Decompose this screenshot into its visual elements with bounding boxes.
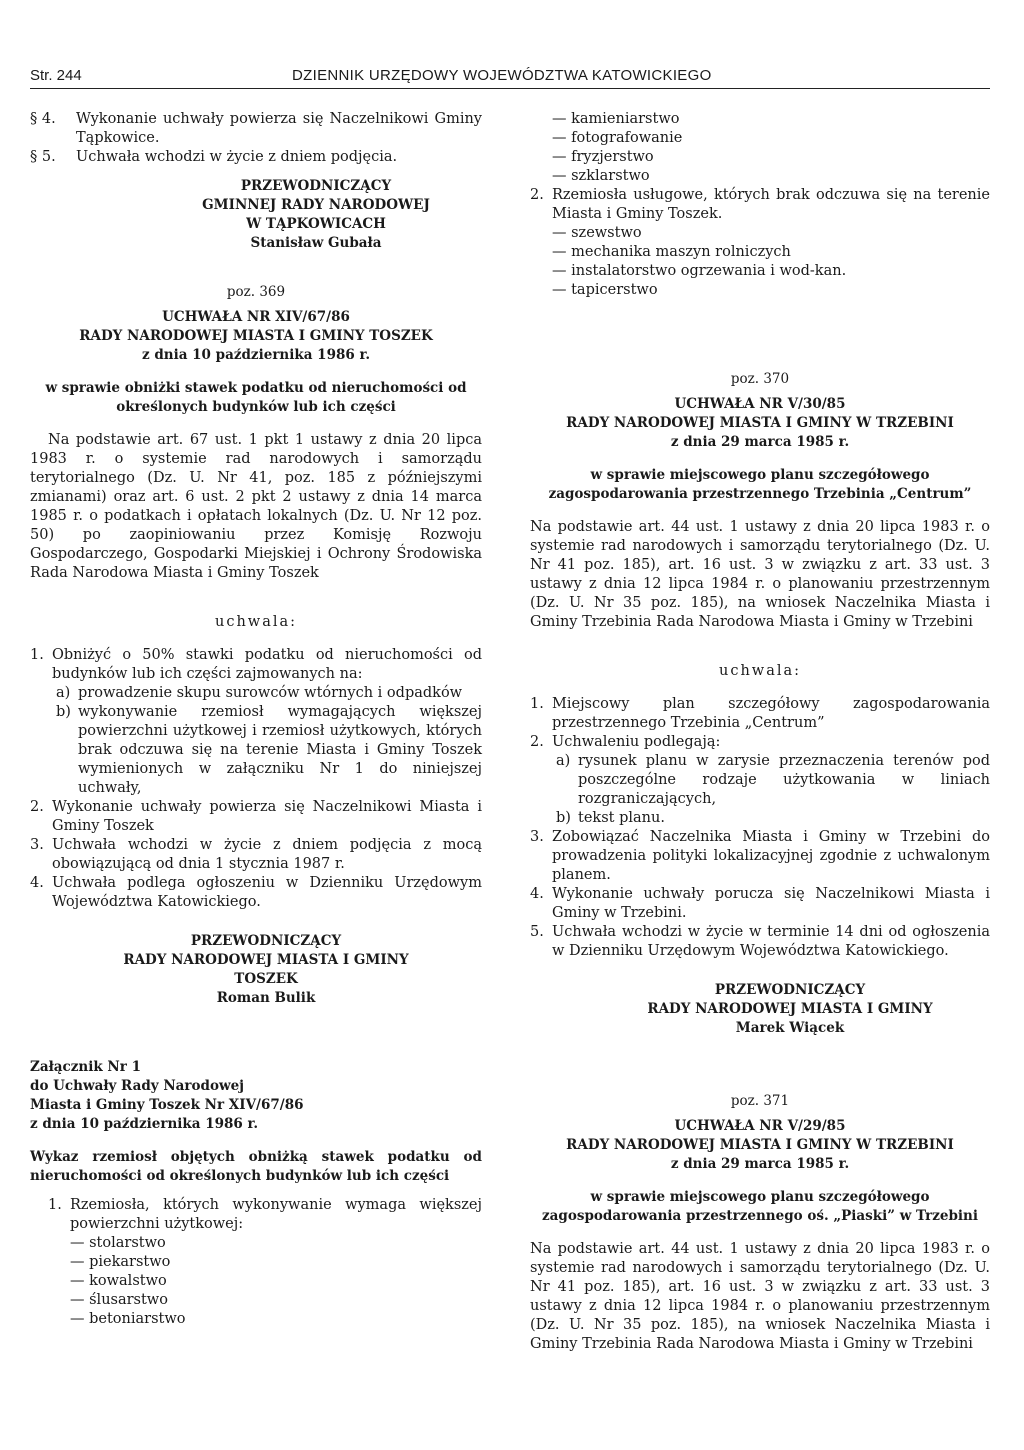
resolution-date: z dnia 10 października 1986 r.	[141, 347, 371, 363]
list-item	[30, 836, 482, 874]
position-number: poz. 370	[730, 371, 790, 387]
resolution-preamble: Na podstawie art. 44 ust. 1 ustawy z dnia 20 lipca 1983 r. o systemie rad narodowych i samorządu terytorialnego (Dz. U. Nr 41 poz. 185), art. 16 ust. 3 w związku z art. 33 ust. 3 ustawy z dnia 12 lipca 1984 r. o planowaniu przestrzennym (Dz. U. Nr 35 poz. 185), na wniosek Naczelnika Miasta i Gminy Trzebinia Rada Narodowa Miasta i Gminy w Trzebini	[530, 519, 990, 630]
list-item	[30, 646, 482, 684]
resolution-subject: w sprawie miejscowego planu szczegółowego zagospodarowania przestrzennego Trzebinia „Centrum”	[548, 467, 972, 502]
page-number: Str. 244	[30, 67, 82, 84]
resolution-370	[530, 370, 990, 1038]
annex-title: Wykaz rzemiosł objętych obniżką stawek podatku od nieruchomości od określonych budynków lub ich części	[30, 1149, 482, 1184]
position-number: poz. 371	[730, 1093, 790, 1109]
journal-title: DZIENNIK URZĘDOWY WOJEWÓDZTWA KATOWICKIEGO	[292, 67, 712, 84]
signature-name: Marek Wiącek	[735, 1020, 845, 1036]
item-text: Rzemiosła usługowe, których brak odczuwa się na terenie Miasta i Gminy Toszek.	[552, 187, 990, 222]
item-text: Uchwała podlega ogłoszeniu w Dzienniku Urzędowym Województwa Katowickiego.	[52, 875, 482, 910]
trade-item: — fotografowanie	[552, 130, 683, 146]
item-text: Miejscowy plan szczegółowy zagospodarowania przestrzennego Trzebinia „Centrum”	[552, 696, 990, 731]
trade-list-services	[530, 224, 990, 300]
trade-list	[30, 1234, 482, 1329]
page-header	[30, 66, 990, 89]
signature-block-toszek	[30, 932, 482, 1008]
paragraph-text: Uchwała wchodzi w życie z dniem podjęcia.	[76, 149, 398, 165]
signature-block-tapkowice	[30, 177, 482, 253]
item-number: 4.	[530, 886, 544, 902]
list-item	[30, 874, 482, 912]
resolution-369	[30, 283, 482, 1008]
item-text: prowadzenie skupu surowców wtórnych i odpadków	[78, 685, 463, 701]
item-number: a)	[56, 685, 71, 701]
signature-line: PRZEWODNICZĄCY	[714, 982, 866, 998]
item-number: 2.	[530, 734, 544, 750]
signature-block-trzebinia	[530, 981, 990, 1038]
item-text: Wykonanie uchwały powierza się Naczelnikowi Miasta i Gminy Toszek	[52, 799, 482, 834]
signature-name: Stanisław Gubała	[250, 235, 382, 251]
trade-item: — stolarstwo	[70, 1235, 166, 1251]
sub-item	[530, 752, 990, 809]
annex-heading: do Uchwały Rady Narodowej	[30, 1078, 245, 1094]
resolution-items	[30, 646, 482, 912]
sub-item	[30, 703, 482, 798]
trade-item: — szklarstwo	[552, 168, 650, 184]
item-text: wykonywanie rzemiosł wymagających większej powierzchni użytkowej i rzemiosł użytkowych, których brak odczuwa się na terenie Miasta i Gminy Toszek wymienionych w załączniku Nr 1 do niniejszej uchwały,	[78, 704, 482, 796]
list-item	[530, 828, 990, 885]
annex-heading: Załącznik Nr 1	[30, 1059, 141, 1075]
item-number: 1.	[48, 1197, 62, 1213]
item-number: 1.	[530, 696, 544, 712]
item-number: 1.	[30, 647, 44, 663]
right-column	[530, 110, 990, 1354]
item-text: Obniżyć o 50% stawki podatku od nieruchomości od budynków lub ich części zajmowanych na:	[52, 647, 482, 682]
resolution-title: UCHWAŁA NR V/29/85	[674, 1118, 846, 1134]
signature-line: PRZEWODNICZĄCY	[240, 178, 392, 194]
signature-line: PRZEWODNICZĄCY	[190, 933, 342, 949]
item-number: 2.	[530, 187, 544, 203]
item-number: 2.	[30, 799, 44, 815]
item-number: a)	[556, 753, 571, 769]
resolution-date: z dnia 29 marca 1985 r.	[670, 434, 850, 450]
item-text: Uchwała wchodzi w życie z dniem podjęcia z mocą obowiązującą od dnia 1 stycznia 1987 r.	[52, 837, 482, 872]
resolution-council: RADY NARODOWEJ MIASTA I GMINY W TRZEBINI	[566, 1137, 954, 1153]
sub-item	[530, 809, 990, 828]
trade-item: — mechanika maszyn rolniczych	[552, 244, 791, 260]
resolution-title: UCHWAŁA NR V/30/85	[674, 396, 846, 412]
annex-1	[30, 1058, 482, 1329]
paragraph-number: § 4.	[30, 111, 56, 127]
item-text: Uchwała wchodzi w życie w terminie 14 dni od ogłoszenia w Dzienniku Urzędowym Województwa Katowickiego.	[552, 924, 990, 959]
annex-heading: z dnia 10 października 1986 r.	[30, 1116, 259, 1132]
annex-heading: Miasta i Gminy Toszek Nr XIV/67/86	[30, 1097, 304, 1113]
paragraph-5	[30, 148, 482, 167]
signature-name: Roman Bulik	[216, 990, 316, 1006]
item-text: Wykonanie uchwały porucza się Naczelnikowi Miasta i Gminy w Trzebini.	[552, 886, 990, 921]
item-text: Uchwaleniu podlegają:	[552, 734, 721, 750]
annex-item-2	[530, 186, 990, 224]
resolution-subject: w sprawie obniżki stawek podatku od nieruchomości od określonych budynków lub ich części	[45, 380, 467, 415]
signature-line: RADY NARODOWEJ MIASTA I GMINY	[647, 1001, 933, 1017]
resolution-council: RADY NARODOWEJ MIASTA I GMINY TOSZEK	[79, 328, 433, 344]
trade-item: — piekarstwo	[70, 1254, 171, 1270]
list-item	[530, 695, 990, 733]
item-number: 5.	[530, 924, 544, 940]
signature-line: TOSZEK	[234, 971, 298, 987]
item-text: rysunek planu w zarysie przeznaczenia terenów pod poszczególne rodzaje użytkowania w liniach rozgraniczających,	[578, 753, 990, 807]
annex-item-1	[30, 1196, 482, 1234]
resolution-subject: w sprawie miejscowego planu szczegółowego zagospodarowania przestrzennego oś. „Piaski” w Trzebini	[542, 1189, 978, 1224]
item-number: 4.	[30, 875, 44, 891]
item-text: Zobowiązać Naczelnika Miasta i Gminy w Trzebini do prowadzenia polityki lokalizacyjnej zgodnie z uchwalonym planem.	[552, 829, 990, 883]
paragraph-text: Wykonanie uchwały powierza się Naczelnikowi Gminy Tąpkowice.	[76, 111, 482, 146]
trade-item: — ślusarstwo	[70, 1292, 168, 1308]
signature-line: W TĄPKOWICACH	[246, 216, 386, 232]
sub-item	[30, 684, 482, 703]
resolution-371	[530, 1092, 990, 1354]
list-item	[530, 885, 990, 923]
resolution-title: UCHWAŁA NR XIV/67/86	[162, 309, 350, 325]
item-text: Rzemiosła, których wykonywanie wymaga większej powierzchni użytkowej:	[70, 1197, 482, 1232]
trade-item: — kowalstwo	[70, 1273, 167, 1289]
item-number: b)	[556, 810, 571, 826]
resolution-date: z dnia 29 marca 1985 r.	[670, 1156, 850, 1172]
paragraph-number: § 5.	[30, 149, 56, 165]
resolution-preamble: Na podstawie art. 67 ust. 1 pkt 1 ustawy z dnia 20 lipca 1983 r. o systemie rad narodowych i samorządu terytorialnego (Dz. U. Nr 41, poz. 185 z późniejszymi zmianami) oraz art. 6 ust. 2 pkt 2 ustawy z dnia 14 marca 1985 r. o podatkach i opłatach lokalnych (Dz. U. Nr 12 poz. 50) po zaopiniowaniu przez Komisję Rozwoju Gospodarczego, Gospodarki Miejskiej i Ochrony Środowiska Rada Narodowa Miasta i Gminy Toszek	[30, 432, 482, 581]
item-number: 3.	[530, 829, 544, 845]
trade-item: — kamieniarstwo	[552, 111, 680, 127]
trade-list-continued	[530, 110, 990, 186]
position-number: poz. 369	[226, 284, 286, 300]
signature-line: RADY NARODOWEJ MIASTA I GMINY	[123, 952, 409, 968]
resolution-council: RADY NARODOWEJ MIASTA I GMINY W TRZEBINI	[566, 415, 954, 431]
list-item	[530, 923, 990, 961]
resolution-preamble: Na podstawie art. 44 ust. 1 ustawy z dnia 20 lipca 1983 r. o systemie rad narodowych i samorządu terytorialnego (Dz. U. Nr 41 poz. 185), art. 16 ust. 3 w związku z art. 33 ust. 3 ustawy z dnia 12 lipca 1984 r. o planowaniu przestrzennym (Dz. U. Nr 35 poz. 185), na wniosek Naczelnika Miasta i Gminy Trzebinia Rada Narodowa Miasta i Gminy w Trzebini	[530, 1241, 990, 1352]
resolution-items	[530, 695, 990, 961]
trade-item: — fryzjerstwo	[552, 149, 654, 165]
resolves-heading: uchwala:	[214, 614, 298, 630]
signature-line: GMINNEJ RADY NARODOWEJ	[202, 197, 430, 213]
item-number: 3.	[30, 837, 44, 853]
paragraph-4	[30, 110, 482, 148]
trade-item: — betoniarstwo	[70, 1311, 186, 1327]
item-text: tekst planu.	[578, 810, 665, 826]
left-column	[30, 110, 482, 1329]
resolves-heading: uchwala:	[718, 663, 802, 679]
trade-item: — szewstwo	[552, 225, 642, 241]
trade-item: — instalatorstwo ogrzewania i wod-kan.	[552, 263, 847, 279]
trade-item: — tapicerstwo	[552, 282, 658, 298]
item-number: b)	[56, 704, 71, 720]
list-item	[30, 798, 482, 836]
list-item	[530, 733, 990, 752]
